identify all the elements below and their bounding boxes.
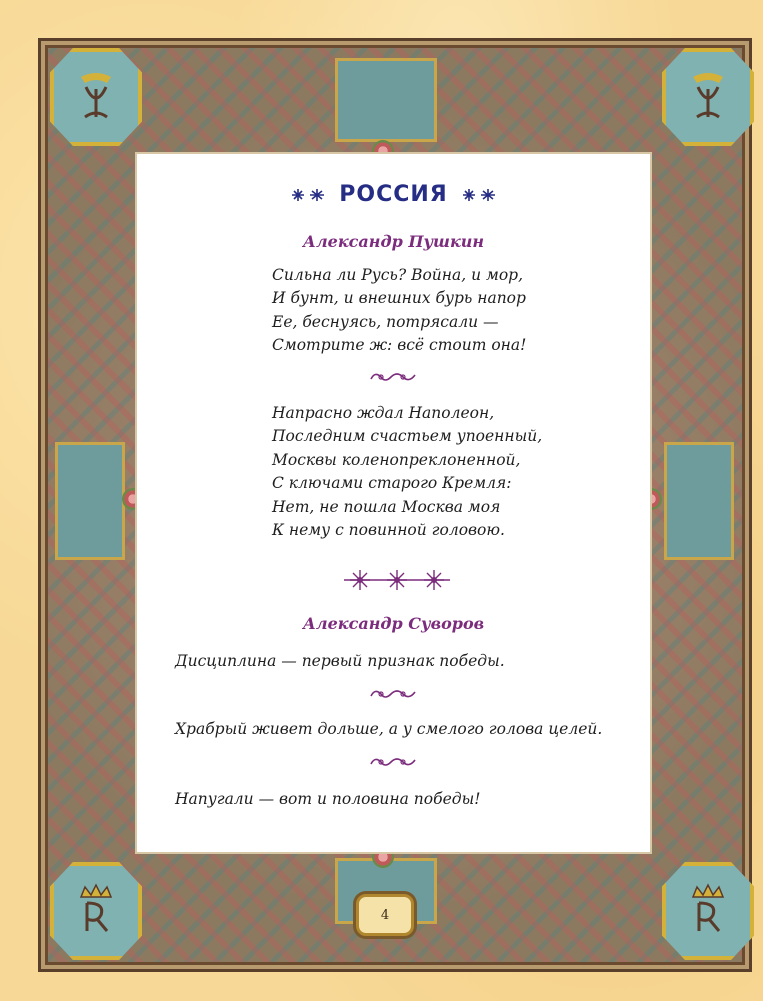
monogram-icon [683,69,733,125]
author-pushkin: Александр Пушкин [302,232,485,251]
suvorov-quote: Напугали — вот и половина победы! [175,790,481,808]
corner-monogram-top-right [662,48,754,146]
text-panel [135,152,652,854]
monogram-icon [71,69,121,125]
swirl-divider-icon [369,369,417,385]
triple-star-divider-icon [342,566,452,594]
swirl-divider-icon [369,754,417,770]
swirl-divider-icon [369,686,417,702]
poem-line: Напрасно ждал Наполеон, [272,404,495,422]
crown-monogram-icon [683,883,733,939]
poem-line: Сильна ли Русь? Война, и мор, [272,266,524,284]
suvorov-quote: Храбрый живет дольше, а у смелого голова целей. [175,720,603,738]
page-number: 4 [356,894,414,936]
poem-line: Последним счастьем упоенный, [272,427,543,446]
corner-monogram-top-left [50,48,142,146]
crown-monogram-icon [71,883,121,939]
poem-line: И бунт, и внешних бурь напор [272,289,526,308]
poem-line: Смотрите ж: всё стоит она! [272,336,527,355]
frame-left-panel [55,442,125,560]
poem-line: С ключами старого Кремля: [272,474,512,493]
author-suvorov: Александр Суворов [302,614,485,633]
poem-line: Нет, не пошла Москва моя [272,497,501,516]
suvorov-quote: Дисциплина — первый признак победы. [175,652,505,670]
section-title: РОССИЯ [339,182,448,207]
pushkin-stanza-1 [272,264,526,358]
poem-line: К нему с повинной головою. [272,521,505,540]
snowflake-ornament-icon [461,187,497,203]
section-header [137,182,650,207]
poem-line: Ее, беснуясь, потрясали — [272,312,499,331]
frame-top-panel [335,58,437,142]
snowflake-ornament-icon [290,187,326,203]
corner-monogram-bottom-right [662,862,754,960]
corner-monogram-bottom-left [50,862,142,960]
pushkin-stanza-2 [272,402,542,542]
poem-line: Москвы коленопреклоненной, [272,450,521,469]
frame-right-panel [664,442,734,560]
